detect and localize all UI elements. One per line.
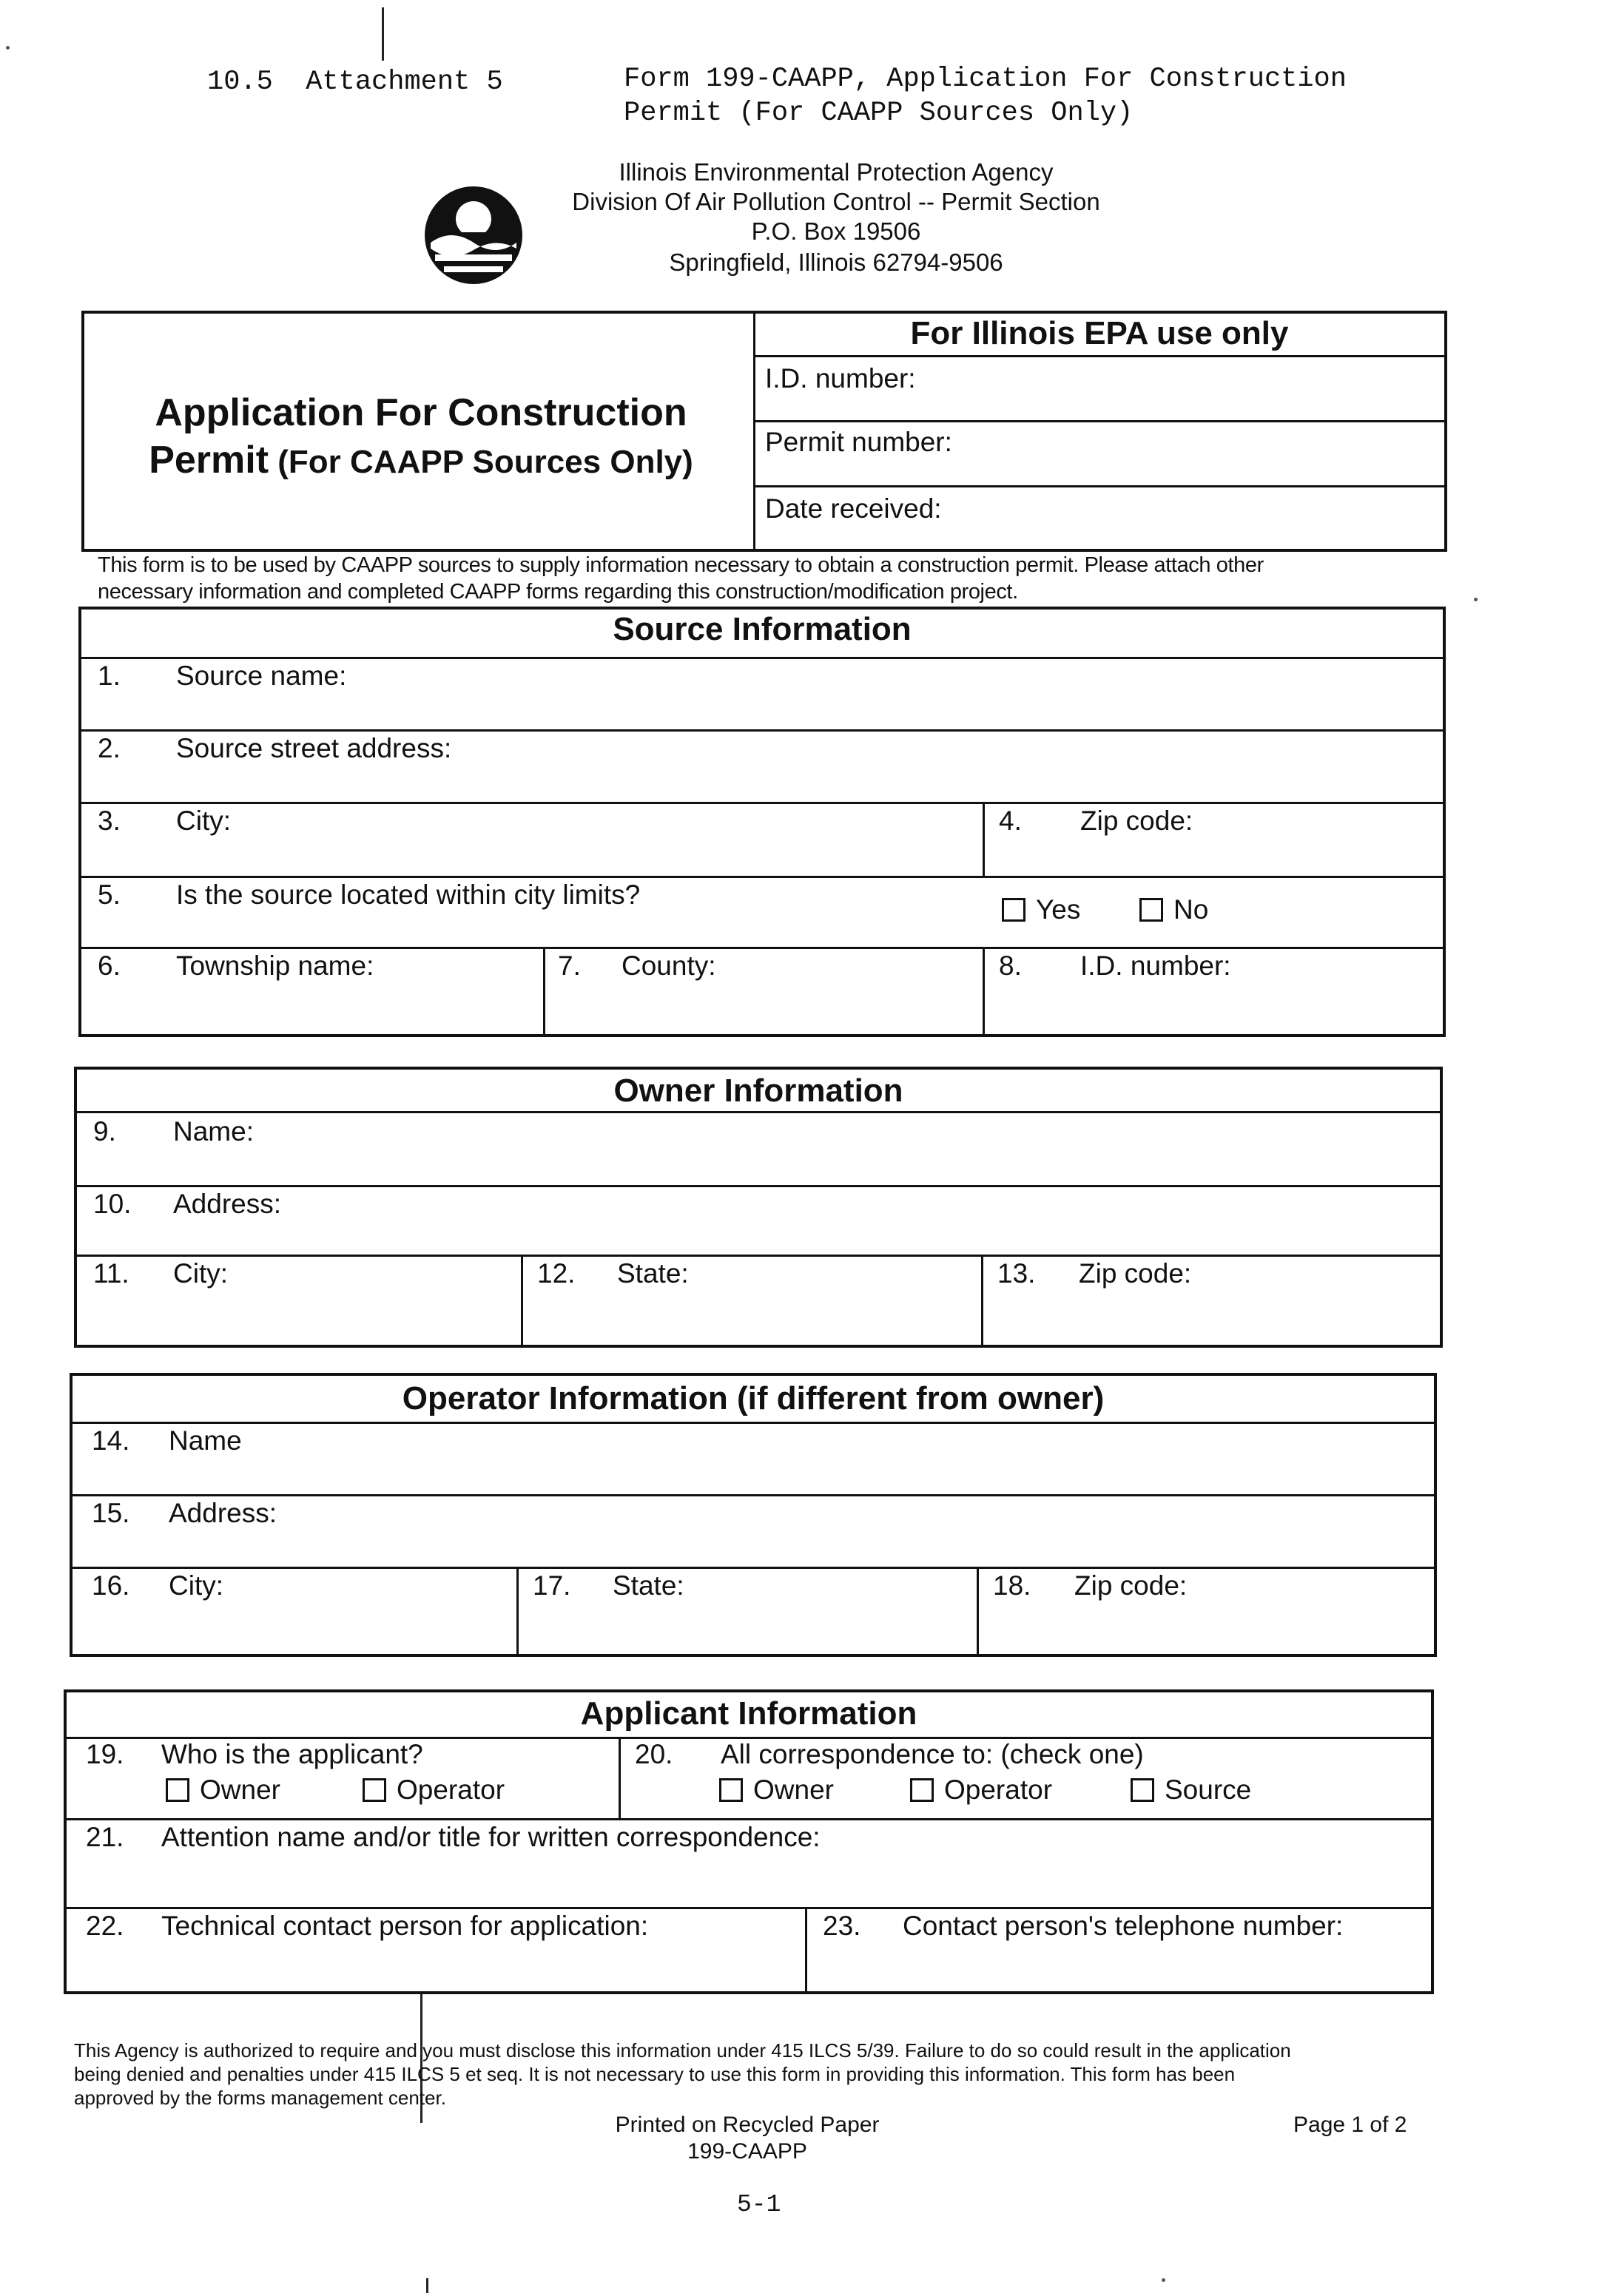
operator-address-number: 15. bbox=[92, 1498, 130, 1528]
source-township-label: Township name: bbox=[176, 951, 374, 981]
correspondence-label: All correspondence to: (check one) bbox=[721, 1739, 1144, 1769]
operator-name-number: 14. bbox=[92, 1425, 130, 1456]
agency-city: Springfield, Illinois 62794-9506 bbox=[669, 249, 1003, 276]
applicant-who-label: Who is the applicant? bbox=[161, 1739, 423, 1769]
operator-city-label: City: bbox=[169, 1570, 223, 1601]
application-title-permit: Permit bbox=[149, 439, 269, 482]
operator-city-number: 16. bbox=[92, 1570, 130, 1601]
epa-use-header: For Illinois EPA use only bbox=[910, 315, 1289, 351]
source-county-label: County: bbox=[622, 951, 716, 981]
city-limits-yes-label: Yes bbox=[1036, 894, 1081, 925]
correspondence-operator-option[interactable] bbox=[910, 1775, 1052, 1806]
correspondence-operator-checkbox[interactable] bbox=[910, 1778, 934, 1802]
operator-city-state-zip-row bbox=[73, 1567, 1434, 1654]
source-city-limits-label: Is the source located within city limits? bbox=[176, 879, 641, 910]
technical-contact-label: Technical contact person for application: bbox=[161, 1911, 649, 1941]
source-id-number-number: 8. bbox=[999, 951, 1022, 981]
correspondence-source-checkbox[interactable] bbox=[1131, 1778, 1154, 1802]
operator-zip-number: 18. bbox=[993, 1570, 1031, 1601]
operator-address-label: Address: bbox=[169, 1498, 277, 1528]
scan-speck bbox=[1474, 598, 1478, 601]
page-number: 5-1 bbox=[737, 2191, 781, 2218]
source-city-limits-row bbox=[81, 876, 1443, 947]
owner-information-header: Owner Information bbox=[613, 1073, 903, 1109]
owner-name-label: Name: bbox=[173, 1116, 254, 1147]
applicant-information-header: Applicant Information bbox=[580, 1695, 917, 1732]
owner-zip-number: 13. bbox=[997, 1258, 1036, 1289]
application-title-line2 bbox=[84, 438, 758, 482]
attention-name-label: Attention name and/or title for written correspondence: bbox=[161, 1822, 821, 1852]
owner-state-number: 12. bbox=[537, 1258, 576, 1289]
agency-name: Illinois Environmental Protection Agency bbox=[619, 158, 1054, 186]
attention-name-row bbox=[67, 1818, 1431, 1907]
source-id-number-label: I.D. number: bbox=[1080, 951, 1231, 981]
source-name-row bbox=[81, 657, 1443, 729]
source-county-number: 7. bbox=[558, 951, 581, 981]
source-city-zip-row bbox=[81, 802, 1443, 876]
scan-speck bbox=[6, 46, 10, 50]
disclaimer-line3: approved by the forms management center. bbox=[74, 2087, 446, 2109]
source-name-label: Source name: bbox=[176, 661, 347, 691]
attachment-label: 10.5 Attachment 5 bbox=[207, 67, 503, 98]
applicant-correspondence-divider bbox=[619, 1739, 621, 1818]
owner-state-label: State: bbox=[617, 1258, 689, 1289]
owner-zip-label: Zip code: bbox=[1079, 1258, 1192, 1289]
technical-contact-row bbox=[67, 1907, 1431, 1991]
applicant-owner-option[interactable] bbox=[166, 1775, 280, 1806]
epa-permit-number-row bbox=[755, 420, 1444, 485]
source-street-address-number: 2. bbox=[98, 733, 121, 763]
source-city-number: 3. bbox=[98, 806, 121, 836]
source-township-county-divider bbox=[543, 949, 545, 1034]
technical-contact-phone-divider bbox=[805, 1909, 807, 1991]
page-indicator: Page 1 of 2 bbox=[1293, 2113, 1407, 2137]
correspondence-owner-checkbox[interactable] bbox=[719, 1778, 743, 1802]
source-zip-number: 4. bbox=[999, 806, 1022, 836]
city-limits-no-label: No bbox=[1173, 894, 1209, 925]
applicant-operator-option[interactable] bbox=[363, 1775, 505, 1806]
correspondence-operator-label: Operator bbox=[944, 1775, 1053, 1805]
source-township-county-row bbox=[81, 947, 1443, 1034]
contact-telephone-label: Contact person's telephone number: bbox=[903, 1911, 1344, 1941]
operator-city-state-divider bbox=[516, 1569, 519, 1654]
source-county-id-divider bbox=[983, 949, 985, 1034]
city-limits-yes-option[interactable] bbox=[1002, 894, 1080, 925]
applicant-operator-label: Operator bbox=[397, 1775, 505, 1805]
scan-line-top bbox=[382, 7, 384, 61]
applicant-information-section bbox=[64, 1689, 1434, 1994]
scan-speck bbox=[1162, 2278, 1165, 2282]
owner-address-row bbox=[77, 1185, 1440, 1255]
disclaimer-line2: being denied and penalties under 415 ILCS 5 et seq. It is not necessary to use this form in providing this information. This form has been bbox=[74, 2063, 1236, 2085]
technical-contact-number: 22. bbox=[86, 1911, 124, 1941]
owner-information-section bbox=[74, 1067, 1443, 1348]
source-city-label: City: bbox=[176, 806, 231, 836]
owner-name-row bbox=[77, 1111, 1440, 1185]
operator-information-section bbox=[70, 1373, 1437, 1657]
owner-name-number: 9. bbox=[93, 1116, 116, 1147]
owner-city-state-zip-row bbox=[77, 1255, 1440, 1345]
application-title bbox=[84, 391, 758, 482]
correspondence-source-option[interactable] bbox=[1131, 1775, 1251, 1806]
operator-name-label: Name bbox=[169, 1425, 242, 1456]
applicant-owner-checkbox[interactable] bbox=[166, 1778, 189, 1802]
epa-id-number-label: I.D. number: bbox=[765, 363, 916, 394]
operator-state-number: 17. bbox=[533, 1570, 571, 1601]
epa-use-panel bbox=[755, 314, 1444, 549]
disclaimer-line1: This Agency is authorized to require and you must disclose this information under 415 ILCS 5/39. Failure to do so could result in the application bbox=[74, 2039, 1291, 2062]
title-box bbox=[81, 311, 1447, 552]
applicant-who-correspondence-row bbox=[67, 1737, 1431, 1818]
correspondence-owner-option[interactable] bbox=[719, 1775, 834, 1806]
form-code: 199-CAAPP bbox=[687, 2139, 807, 2164]
form-title-line2: Permit (For CAAPP Sources Only) bbox=[624, 98, 1134, 129]
operator-name-row bbox=[73, 1422, 1434, 1494]
source-name-number: 1. bbox=[98, 661, 121, 691]
source-city-limits-number: 5. bbox=[98, 879, 121, 910]
attention-name-number: 21. bbox=[86, 1822, 124, 1852]
agency-division: Division Of Air Pollution Control -- Permit Section bbox=[572, 188, 1100, 215]
operator-zip-label: Zip code: bbox=[1074, 1570, 1188, 1601]
city-limits-no-option[interactable] bbox=[1139, 894, 1208, 925]
source-street-address-row bbox=[81, 729, 1443, 802]
owner-city-state-divider bbox=[521, 1257, 523, 1345]
source-township-number: 6. bbox=[98, 951, 121, 981]
owner-city-number: 11. bbox=[93, 1258, 129, 1289]
source-information-header: Source Information bbox=[613, 611, 912, 647]
correspondence-source-label: Source bbox=[1165, 1775, 1252, 1805]
agency-po-box: P.O. Box 19506 bbox=[751, 217, 921, 245]
contact-telephone-number-index: 23. bbox=[823, 1911, 861, 1941]
epa-id-number-row bbox=[755, 355, 1444, 420]
city-limits-yes-checkbox[interactable] bbox=[1002, 898, 1025, 922]
application-title-caapp: (For CAAPP Sources Only) bbox=[269, 444, 693, 480]
operator-information-header: Operator Information (if different from owner) bbox=[402, 1380, 1105, 1417]
source-city-zip-divider bbox=[983, 804, 985, 876]
source-street-address-label: Source street address: bbox=[176, 733, 452, 763]
scan-line-bottom bbox=[426, 2278, 428, 2293]
owner-address-number: 10. bbox=[93, 1189, 132, 1219]
epa-date-received-row bbox=[755, 485, 1444, 552]
source-zip-label: Zip code: bbox=[1080, 806, 1193, 836]
operator-address-row bbox=[73, 1494, 1434, 1567]
source-information-section bbox=[78, 607, 1446, 1037]
operator-state-label: State: bbox=[613, 1570, 684, 1601]
intro-line1: This form is to be used by CAAPP sources to supply information necessary to obtain a construction permit. Please attach other bbox=[98, 553, 1264, 577]
operator-state-zip-divider bbox=[977, 1569, 979, 1654]
owner-address-label: Address: bbox=[173, 1189, 282, 1219]
form-title-line1: Form 199-CAAPP, Application For Construction bbox=[624, 64, 1347, 95]
owner-city-label: City: bbox=[173, 1258, 228, 1289]
recycled-paper-note: Printed on Recycled Paper bbox=[615, 2113, 880, 2137]
applicant-operator-checkbox[interactable] bbox=[363, 1778, 386, 1802]
correspondence-number: 20. bbox=[635, 1739, 673, 1769]
application-title-line1: Application For Construction bbox=[155, 391, 687, 434]
epa-permit-number-label: Permit number: bbox=[765, 427, 952, 457]
owner-state-zip-divider bbox=[981, 1257, 983, 1345]
applicant-owner-label: Owner bbox=[200, 1775, 280, 1805]
applicant-who-number: 19. bbox=[86, 1739, 124, 1769]
correspondence-owner-label: Owner bbox=[753, 1775, 834, 1805]
illinois-epa-logo-icon bbox=[422, 183, 525, 291]
disclaimer bbox=[74, 2039, 1291, 2110]
city-limits-no-checkbox[interactable] bbox=[1139, 898, 1163, 922]
epa-date-received-label: Date received: bbox=[765, 493, 942, 524]
intro-line2: necessary information and completed CAAPP forms regarding this construction/modification project. bbox=[98, 580, 1018, 604]
